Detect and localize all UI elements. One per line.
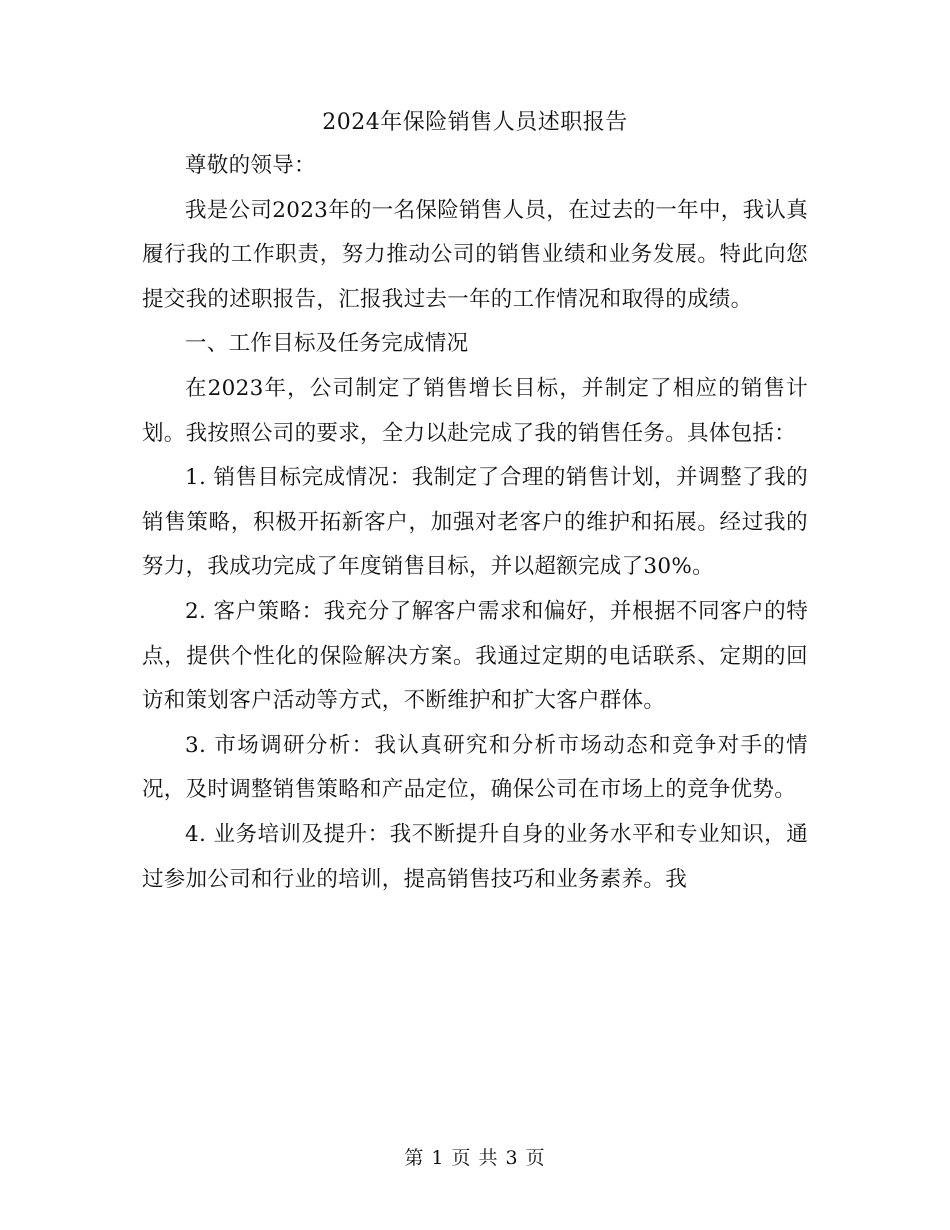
salutation: 尊敬的领导： [185, 153, 316, 178]
list-item-training: 4. 业务培训及提升：我不断提升自身的业务水平和专业知识，通过参加公司和行业的培训，提高销售技巧和业务素养。我 [142, 821, 808, 892]
section-heading: 一、工作目标及任务完成情况 [185, 331, 469, 357]
document-body [142, 102, 808, 902]
list-item-customer-strategy: 2. 客户策略：我充分了解客户需求和偏好，并根据不同客户的特点，提供个性化的保险解决方案。我通过定期的电话联系、定期的回访和策划客户活动等方式，不断维护和扩大客户群体。 [142, 598, 808, 714]
section-intro-paragraph: 在2023年，公司制定了销售增长目标，并制定了相应的销售计划。我按照公司的要求，全力以赴完成了我的销售任务。具体包括： [142, 375, 808, 446]
list-item-sales-target: 1. 销售目标完成情况：我制定了合理的销售计划，并调整了我的销售策略，积极开拓新客户，加强对老客户的维护和拓展。经过我的努力，我成功完成了年度销售目标，并以超额完成了30%。 [142, 465, 808, 580]
intro-paragraph: 我是公司2023年的一名保险销售人员，在过去的一年中，我认真履行我的工作职责，努力推动公司的销售业绩和业务发展。特此向您提交我的述职报告，汇报我过去一年的工作情况和取得的成绩。 [142, 197, 808, 312]
document-title: 2024年保险销售人员述职报告 [322, 110, 628, 135]
list-item-market-research: 3. 市场调研分析：我认真研究和分析市场动态和竞争对手的情况，及时调整销售策略和产品定位，确保公司在市场上的竞争优势。 [142, 732, 808, 803]
page-number: 第 1 页 共 3 页 [404, 1147, 546, 1169]
